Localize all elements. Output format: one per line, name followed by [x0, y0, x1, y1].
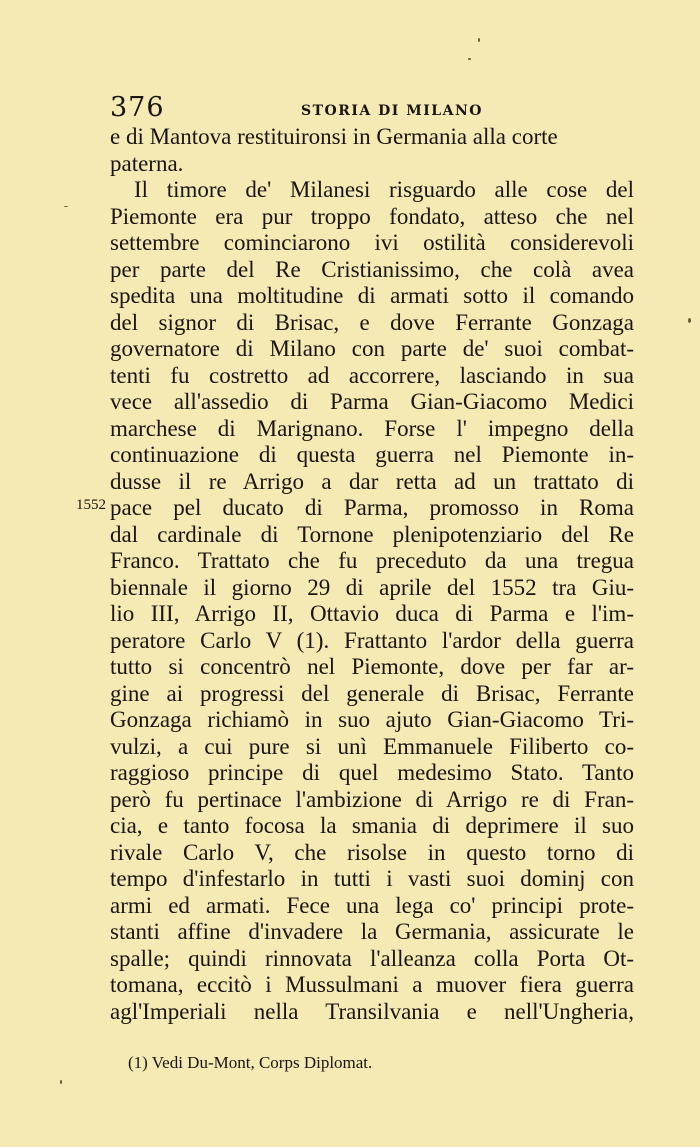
text-line: Gonzaga richiamò in suo ajuto Gian-Giacomo Tri-	[110, 707, 634, 732]
text-line: gine ai progressi del generale di Brisac, Ferrante	[110, 680, 634, 706]
text-line: cia, e tanto focosa la smania di deprimere il suo	[110, 813, 634, 838]
paper-speck	[478, 38, 480, 42]
text-line: dusse il re Arrigo a dar retta ad un trattato di	[110, 468, 634, 494]
text-line: vulzi, a cui pure si unì Emmanuele Filiberto co-	[110, 733, 634, 759]
text-line: biennale il giorno 29 di aprile del 1552 tra Giu-	[110, 574, 634, 600]
text-line: lio III, Arrigo II, Ottavio duca di Parma e l'im-	[110, 601, 634, 626]
paper-speck	[64, 206, 68, 207]
text-line: stanti affine d'invadere la Germania, assicurate le	[110, 919, 634, 944]
text-line: tempo d'infestarlo in tutti i vasti suoi dominj con	[110, 866, 634, 891]
text-line: Franco. Trattato che fu preceduto da una tregua	[110, 548, 634, 573]
text-line: tutto si concentrò nel Piemonte, dove per far ar-	[110, 654, 634, 679]
text-line: Il timore de' Milanesi risguardo alle cose del	[134, 177, 634, 202]
text-line: agl'Imperiali nella Transilvania e nell'Ungheria,	[110, 998, 634, 1024]
text-line: tomana, eccitò i Mussulmani a muover fiera guerra	[110, 972, 634, 997]
text-line: raggioso principe di quel medesimo Stato. Tanto	[110, 760, 634, 785]
text-line: Piemonte era pur troppo fondato, atteso che nel	[110, 203, 634, 229]
text-line: governatore di Milano con parte de' suoi combat-	[110, 336, 634, 361]
text-line: spedita una moltitudine di armati sotto il comando	[110, 283, 634, 308]
margin-note-year: 1552	[76, 497, 106, 513]
text-line: armi ed armati. Fece una lega co' principi prote-	[110, 892, 634, 918]
paper-speck	[60, 1080, 62, 1084]
paper-speck	[468, 58, 471, 60]
text-line: pace pel ducato di Parma, promosso in Roma	[110, 495, 634, 520]
text-line: tenti fu costretto ad accorrere, lasciando in sua	[110, 362, 634, 388]
text-line: dal cardinale di Tornone plenipotenziario del Re	[110, 521, 634, 547]
page-number: 376	[110, 92, 165, 123]
text-line: però fu pertinace l'ambizione di Arrigo re di Fran-	[110, 786, 634, 812]
text-line: del signor di Brisac, e dove Ferrante Gonzaga	[110, 309, 634, 335]
text-line: e di Mantova restituironsi in Germania alla corte	[110, 124, 558, 149]
text-line: settembre cominciarono ivi ostilità considerevoli	[110, 230, 634, 255]
text-line: vece all'assedio di Parma Gian-Giacomo Medici	[110, 389, 634, 414]
text-line: rivale Carlo V, che risolse in questo torno di	[110, 839, 634, 865]
paper-speck	[688, 318, 691, 323]
text-line: continuazione di questa guerra nel Piemonte in-	[110, 442, 634, 467]
body-text	[110, 124, 634, 1025]
text-line: marchese di Marignano. Forse l' impegno della	[110, 415, 634, 441]
running-title: STORIA DI MILANO	[301, 103, 483, 119]
footnote: (1) Vedi Du-Mont, Corps Diplomat.	[128, 1053, 373, 1072]
text-line: per parte del Re Cristianissimo, che colà avea	[110, 256, 634, 282]
text-line: paterna.	[110, 150, 184, 176]
text-line: spalle; quindi rinnovata l'alleanza colla Porta Ot-	[110, 945, 634, 971]
text-line: peratore Carlo V (1). Frattanto l'ardor della guerra	[110, 627, 634, 653]
